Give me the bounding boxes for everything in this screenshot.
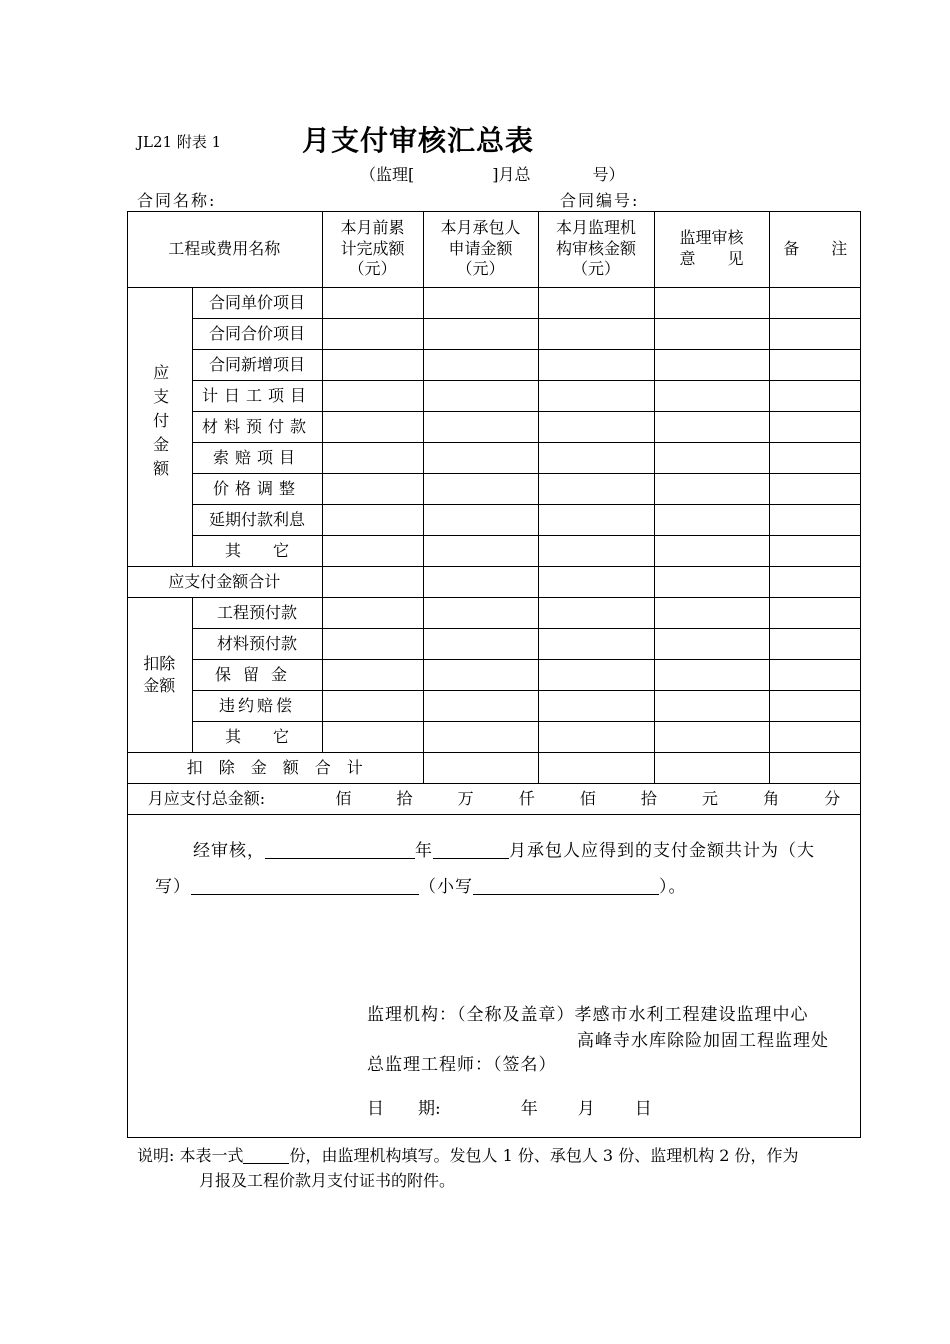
payable-item: 价格调整 xyxy=(192,474,322,505)
amount-unit: 佰 xyxy=(579,788,596,808)
payable-item: 合同合价项目 xyxy=(192,319,322,350)
review-date: 日 期: 年 月 日 xyxy=(367,1099,652,1119)
amount-unit: 分 xyxy=(824,788,841,808)
payable-item: 延期付款利息 xyxy=(192,505,322,536)
footnote-line-2: 月报及工程价款月支付证书的附件。 xyxy=(199,1171,456,1190)
payable-item: 材料预付款 xyxy=(192,412,322,443)
amount-unit: 元 xyxy=(702,788,719,808)
page-title: 月支付审核汇总表 xyxy=(302,124,535,157)
deduction-item: 工程预付款 xyxy=(192,598,322,629)
deduction-item: 违约赔偿 xyxy=(192,691,322,722)
deduction-item: 材料预付款 xyxy=(192,629,322,660)
payable-item: 合同新增项目 xyxy=(192,350,322,381)
amount-unit: 仟 xyxy=(518,788,535,808)
review-line-2: 写） （小写 ）。 xyxy=(155,877,687,897)
amount-unit: 拾 xyxy=(640,788,657,808)
chief-engineer-signature: 总监理工程师：（签名） xyxy=(367,1055,557,1075)
header-supervisor-audit: 本月监理机 构审核金额 （元） xyxy=(538,211,654,288)
subtitle-prefix: （监理[ xyxy=(360,165,415,184)
footnote-line-1: 说明: 本表一式 份，由监理机构填写。发包人 1 份、承包人 3 份、监理机构 2 份，作为 xyxy=(137,1146,799,1165)
payable-item: 计日工项目 xyxy=(192,381,322,412)
amount-unit: 角 xyxy=(763,788,780,808)
review-line-1: 经审核， 年 月承包人应得到的支付金额共计为（大 xyxy=(193,841,815,861)
payable-item: 其 它 xyxy=(192,536,322,567)
header-cum-prev: 本月前累 计完成额 （元） xyxy=(322,211,423,288)
year-blank[interactable] xyxy=(265,840,415,859)
amount-unit: 佰 xyxy=(335,788,352,808)
form-code: JL21 附表 1 xyxy=(137,133,222,151)
contract-name-label: 合同名称: xyxy=(137,191,217,210)
supervision-org-sub: 高峰寺水库除险加固工程监理处 xyxy=(577,1031,829,1051)
contract-number-label: 合同编号: xyxy=(560,191,640,210)
supervision-org: 监理机构：（全称及盖章）孝感市水利工程建设监理中心 xyxy=(367,1005,809,1025)
payable-total-label: 应支付金额合计 xyxy=(127,567,322,598)
header-opinion: 监理审核 意 见 xyxy=(654,211,769,288)
amount-unit: 万 xyxy=(457,788,474,808)
deduction-group-label: 扣除金额 xyxy=(127,598,192,753)
deduction-item: 其 它 xyxy=(192,722,322,753)
amount-unit: 拾 xyxy=(396,788,413,808)
subtitle-suffix: 号） xyxy=(592,165,625,184)
copies-blank[interactable] xyxy=(243,1147,289,1164)
payable-group-label: 应支付金额 xyxy=(127,288,192,567)
subtitle-mid: ]月总 xyxy=(492,165,531,184)
deduction-total-label: 扣 除 金 额 合 计 xyxy=(127,753,423,784)
payable-item: 合同单价项目 xyxy=(192,288,322,319)
header-item: 工程或费用名称 xyxy=(127,211,322,288)
header-contractor-request: 本月承包人 申请金额 （元） xyxy=(423,211,538,288)
header-remark: 备 注 xyxy=(769,211,861,288)
monthly-total-label: 月应支付总金额: xyxy=(147,788,266,808)
review-section xyxy=(127,822,861,1138)
payable-item: 索赔项目 xyxy=(192,443,322,474)
deduction-item: 保留金 xyxy=(192,660,322,691)
amount-uppercase-blank[interactable] xyxy=(191,876,419,895)
month-blank[interactable] xyxy=(433,840,509,859)
amount-lowercase-blank[interactable] xyxy=(473,876,659,895)
footnote xyxy=(137,1143,867,1193)
document-number xyxy=(360,162,625,185)
